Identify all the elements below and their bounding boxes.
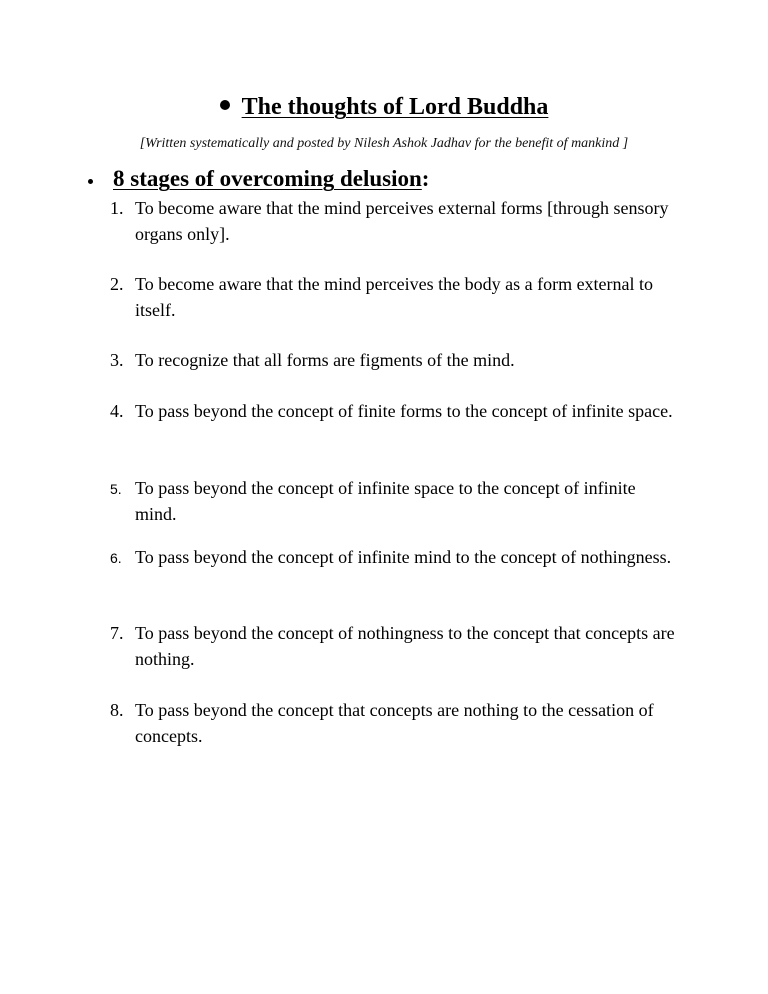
- section-title-suffix: :: [421, 166, 430, 191]
- page-title: [0, 92, 768, 122]
- list-item-number: 8.: [110, 700, 124, 720]
- list-item-number: 3.: [110, 350, 124, 370]
- list-item-text: To pass beyond the concept of finite forms to the concept of infinite space.: [135, 401, 673, 421]
- list-item-number: 7.: [110, 623, 124, 643]
- bullet-icon: [88, 179, 93, 184]
- list-item-stage-3: [110, 347, 680, 373]
- list-item-text: To become aware that the mind perceives external forms [through sensory organs only].: [135, 198, 669, 244]
- list-item-number: 4.: [110, 401, 124, 421]
- page-subtitle: [Written systematically and posted by Nilesh Ashok Jadhav for the benefit of mankind ]: [139, 136, 629, 151]
- list-item-text: To recognize that all forms are figments of the mind.: [135, 350, 515, 370]
- bullet-icon: [220, 100, 230, 110]
- list-item-number: 2.: [110, 274, 124, 294]
- list-item-text: To pass beyond the concept of infinite mind to the concept of nothingness.: [135, 547, 672, 567]
- list-item-number: 6.: [110, 550, 122, 566]
- list-item-stage-5: [110, 475, 680, 527]
- section-heading-text: [113, 164, 429, 194]
- list-item-stage-8: [110, 697, 680, 749]
- list-item-number: 5.: [110, 481, 122, 497]
- list-item-text: To pass beyond the concept of infinite space to the concept of infinite mind.: [135, 478, 636, 524]
- list-item-number: 1.: [110, 198, 124, 218]
- list-item-stage-1: [110, 195, 680, 247]
- list-item-stage-6: [110, 544, 680, 570]
- list-item-text: To become aware that the mind perceives the body as a form external to itself.: [135, 274, 654, 320]
- page-title-text: The thoughts of Lord Buddha: [241, 94, 549, 120]
- list-item-stage-4: [110, 398, 680, 424]
- section-title: 8 stages of overcoming delusion: [113, 166, 422, 191]
- list-item-stage-2: [110, 271, 680, 323]
- list-item-text: To pass beyond the concept that concepts are nothing to the cessation of concepts.: [135, 700, 654, 746]
- list-item-text: To pass beyond the concept of nothingness to the concept that concepts are nothing.: [135, 623, 675, 669]
- list-item-stage-7: [110, 620, 680, 672]
